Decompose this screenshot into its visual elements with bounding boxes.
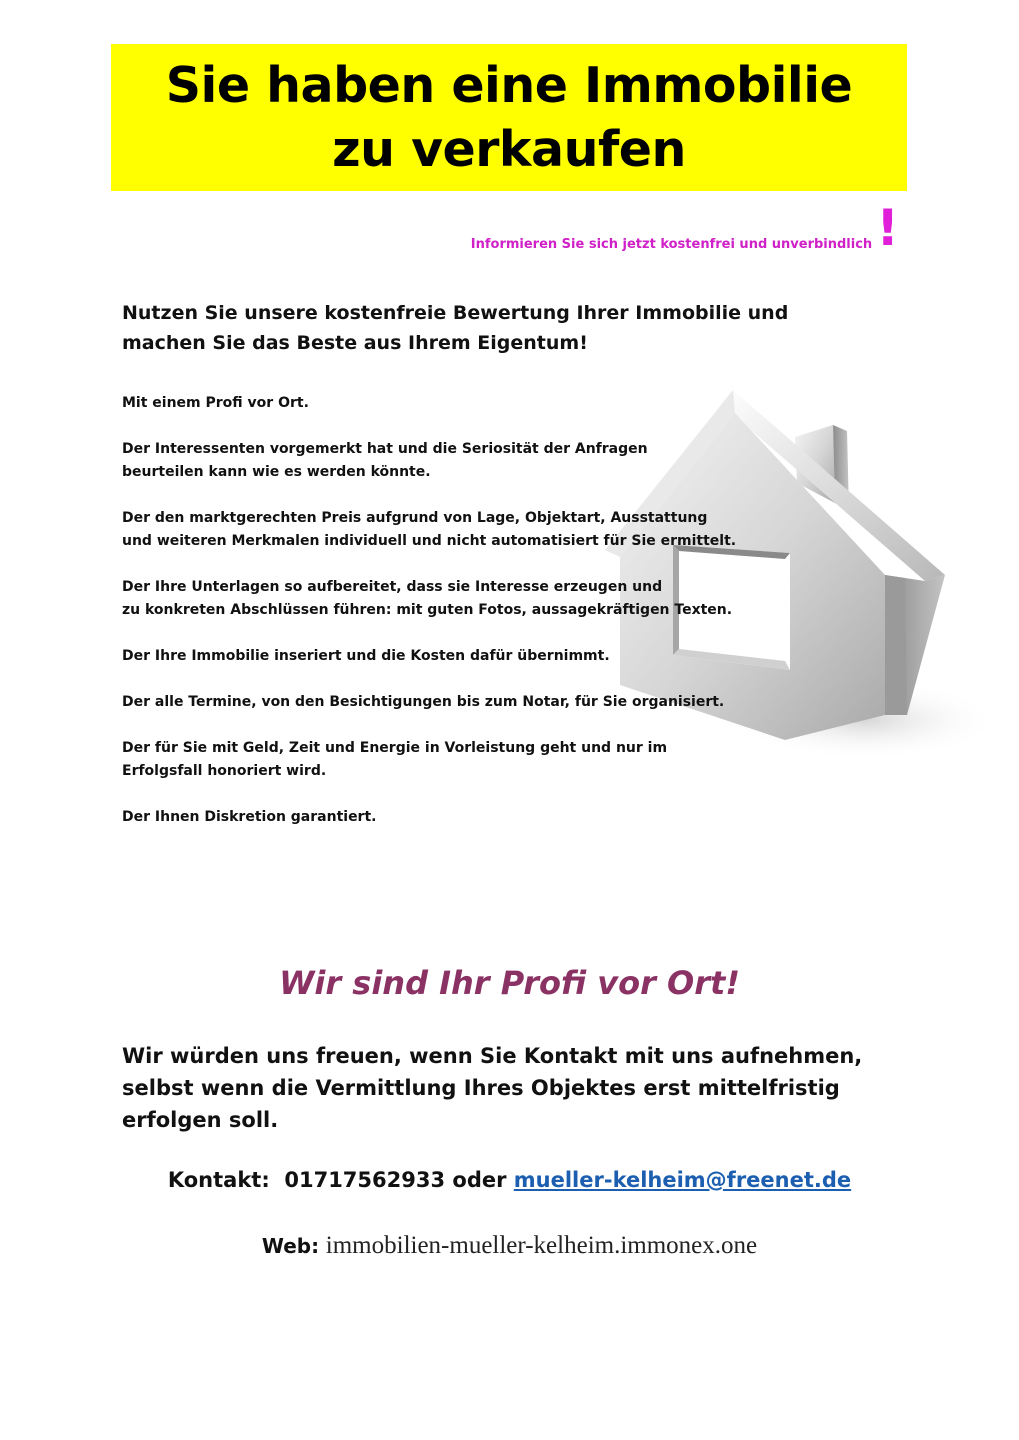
contact-connector: oder bbox=[452, 1168, 507, 1192]
benefits-list bbox=[122, 392, 762, 852]
closing-paragraph: Wir würden uns freuen, wenn Sie Kontakt mit uns aufnehmen, selbst wenn die Vermittlung Ihres Objektes erst mittelfristig erfolgen soll. bbox=[122, 1044, 863, 1132]
contact-label: Kontakt: bbox=[167, 1168, 270, 1192]
web-line bbox=[0, 1232, 1019, 1260]
exclamation-mark: ! bbox=[876, 199, 899, 257]
web-label: Web: bbox=[261, 1234, 320, 1258]
contact-phone: 01717562933 bbox=[284, 1168, 446, 1192]
list-item: Der den marktgerechten Preis aufgrund von Lage, Objektart, Ausstattung und weiteren Merkmalen individuell und nicht automatisiert für Sie ermittelt. bbox=[122, 510, 737, 549]
list-item: Der Ihre Unterlagen so aufbereitet, dass sie Interesse erzeugen und zu konkreten Abschlüssen führen: mit guten Fotos, aussagekräftigen Texten. bbox=[122, 579, 733, 618]
lead-paragraph: Nutzen Sie unsere kostenfreie Bewertung Ihrer Immobilie und machen Sie das Beste aus Ihrem Eigentum! bbox=[122, 302, 789, 354]
tagline-text: Informieren Sie sich jetzt kostenfrei und unverbindlich bbox=[470, 237, 873, 252]
slogan: Wir sind Ihr Profi vor Ort! bbox=[279, 964, 740, 1002]
list-item: Mit einem Profi vor Ort. bbox=[122, 395, 309, 411]
title-banner bbox=[111, 44, 907, 191]
list-item: Der Interessenten vorgemerkt hat und die Seriosität der Anfragen beurteilen kann wie es werden könnte. bbox=[122, 441, 648, 480]
list-item: Der für Sie mit Geld, Zeit und Energie in Vorleistung geht und nur im Erfolgsfall honoriert wird. bbox=[122, 740, 668, 779]
tagline bbox=[470, 199, 899, 257]
title-line-1: Sie haben eine Immobilie bbox=[165, 56, 853, 114]
web-url[interactable]: immobilien-mueller-kelheim.immonex.one bbox=[325, 1232, 758, 1259]
list-item: Der alle Termine, von den Besichtigungen bis zum Notar, für Sie organisiert. bbox=[122, 694, 725, 710]
title-line-2: zu verkaufen bbox=[332, 120, 686, 178]
contact-line bbox=[0, 1168, 1019, 1192]
list-item: Der Ihnen Diskretion garantiert. bbox=[122, 809, 377, 825]
list-item: Der Ihre Immobilie inseriert und die Kosten dafür übernimmt. bbox=[122, 648, 610, 664]
contact-email-link[interactable]: mueller-kelheim@freenet.de bbox=[513, 1168, 852, 1192]
